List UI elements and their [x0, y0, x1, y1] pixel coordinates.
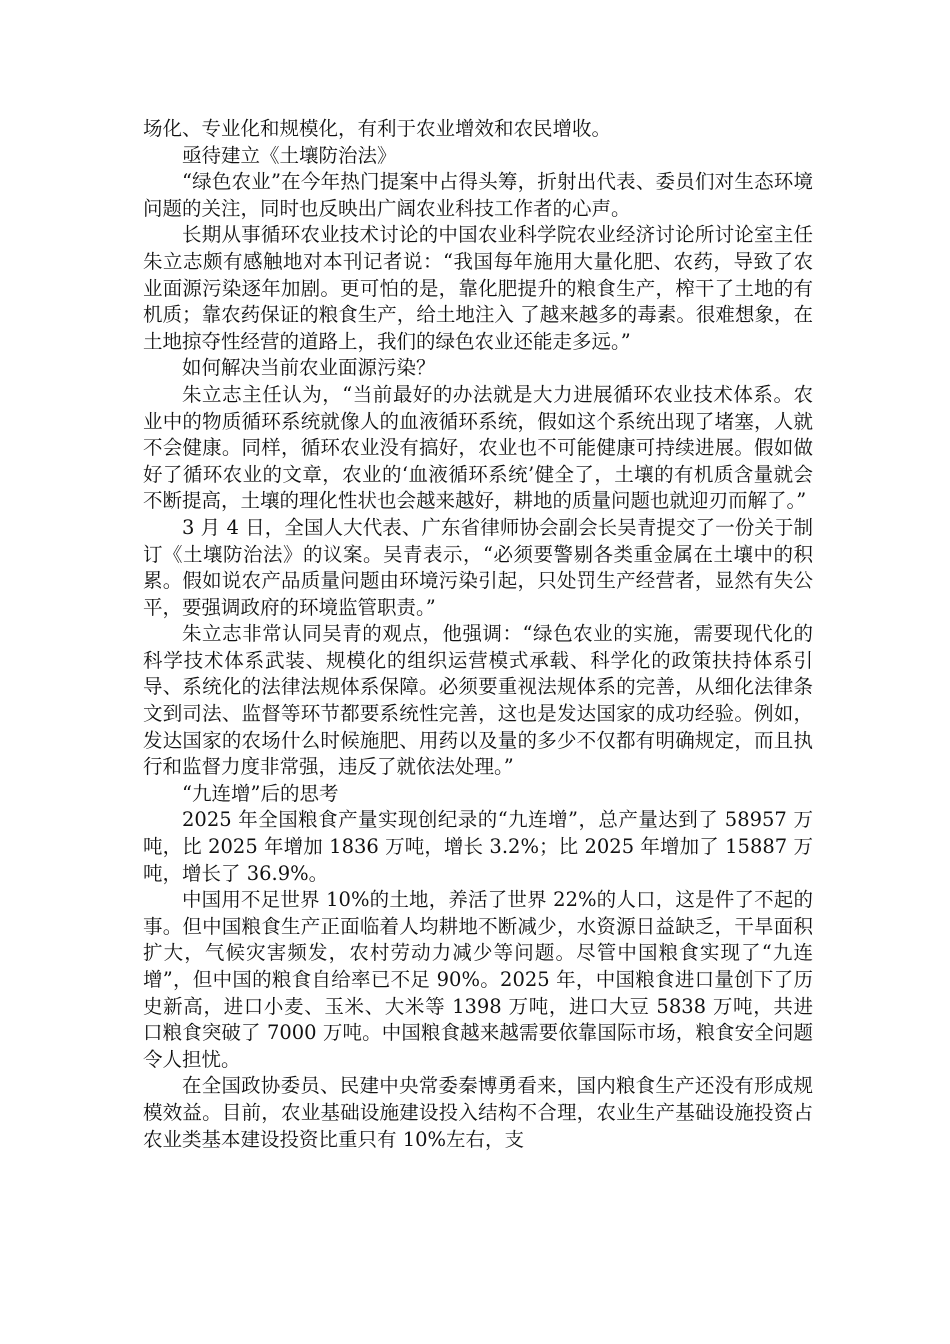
- section-heading: 亟待建立《土壤防治法》: [182, 143, 397, 167]
- paragraph: 3 月 4 日，全国人大代表、广东省律师协会副会长吴青提交了一份关于制订《土壤防治法》的议案。吴青表示，“必须要警剔各类重金属在土壤中的积累。假如说农产品质量问题由环境污染引起，只处罚生产经营者，显然有失公平，要强调政府的环境监管职责。”: [143, 515, 813, 619]
- paragraph: 中国用不足世界 10%的土地，养活了世界 22%的人口，这是件了不起的事。但中国粮食生产正面临着人均耕地不断减少，水资源日益缺乏，干旱面积扩大，气候灾害频发，农村劳动力减少等问题。尽管中国粮食实现了“九连增”，但中国的粮食自给率已不足 90%。2025 年，中国粮食进口量创下了历史新高，进口小麦、玉米、大米等 1398 万吨，进口大豆 5838 万吨，共进口粮食突破了 7000 万吨。中国粮食越来越需要依靠国际市场，粮食安全问题令人担忧。: [143, 888, 813, 1071]
- paragraph: 2025 年全国粮食产量实现创纪录的“九连增”，总产量达到了 58957 万吨，比 2025 年增加 1836 万吨，增长 3.2%；比 2025 年增加了 15887 万吨，增长了 36.9%。: [143, 808, 813, 885]
- paragraph: 长期从事循环农业技术讨论的中国农业科学院农业经济讨论所讨论室主任朱立志颇有感触地对本刊记者说：“我国每年施用大量化肥、农药，导致了农业面源污染逐年加剧。更可怕的是，靠化肥提升的粮食生产，榨干了土地的有机质；靠农药保证的粮食生产，给土地注入 了越来越多的毒素。很难想象，在土地掠夺性经营的道路上，我们的绿色农业还能走多远。”: [143, 223, 813, 353]
- section-heading: “九连增”后的思考: [182, 781, 339, 805]
- paragraph: 朱立志非常认同吴青的观点，他强调：“绿色农业的实施，需要现代化的科学技术体系武装、规模化的组织运营模式承载、科学化的政策扶持体系引导、系统化的法律法规体系保障。必须要重视法规体系的完善，从细化法律条文到司法、监督等环节都要系统性完善，这也是发达国家的成功经验。例如，发达国家的农场什么时候施肥、用药以及量的多少不仅都有明确规定，而且执行和监督力度非常强，违反了就依法处理。”: [143, 622, 813, 779]
- document-body: [143, 116, 813, 1153]
- section-heading: 如何解决当前农业面源污染？: [182, 356, 436, 380]
- paragraph: 场化、专业化和规模化，有利于农业增效和农民增收。: [143, 117, 612, 140]
- paragraph: 在全国政协委员、民建中央常委秦博勇看来，国内粮食生产还没有形成规模效益。目前，农业基础设施建设投入结构不合理，农业生产基础设施投资占农业类基本建设投资比重只有 10%左右，支: [143, 1074, 813, 1151]
- paragraph: 朱立志主任认为，“当前最好的办法就是大力进展循环农业技术体系。农业中的物质循环系统就像人的血液循环系统，假如这个系统出现了堵塞，人就不会健康。同样，循环农业没有搞好，农业也不可能健康可持续进展。假如做好了循环农业的文章，农业的‘血液循环系统’健全了，土壤的有机质含量就会不断提高，土壤的理化性状也会越来越好，耕地的质量问题也就迎刃而解了。”: [143, 382, 813, 513]
- paragraph: “绿色农业”在今年热门提案中占得头筹，折射出代表、委员们对生态环境问题的关注，同时也反映出广阔农业科技工作者的心声。: [143, 170, 813, 220]
